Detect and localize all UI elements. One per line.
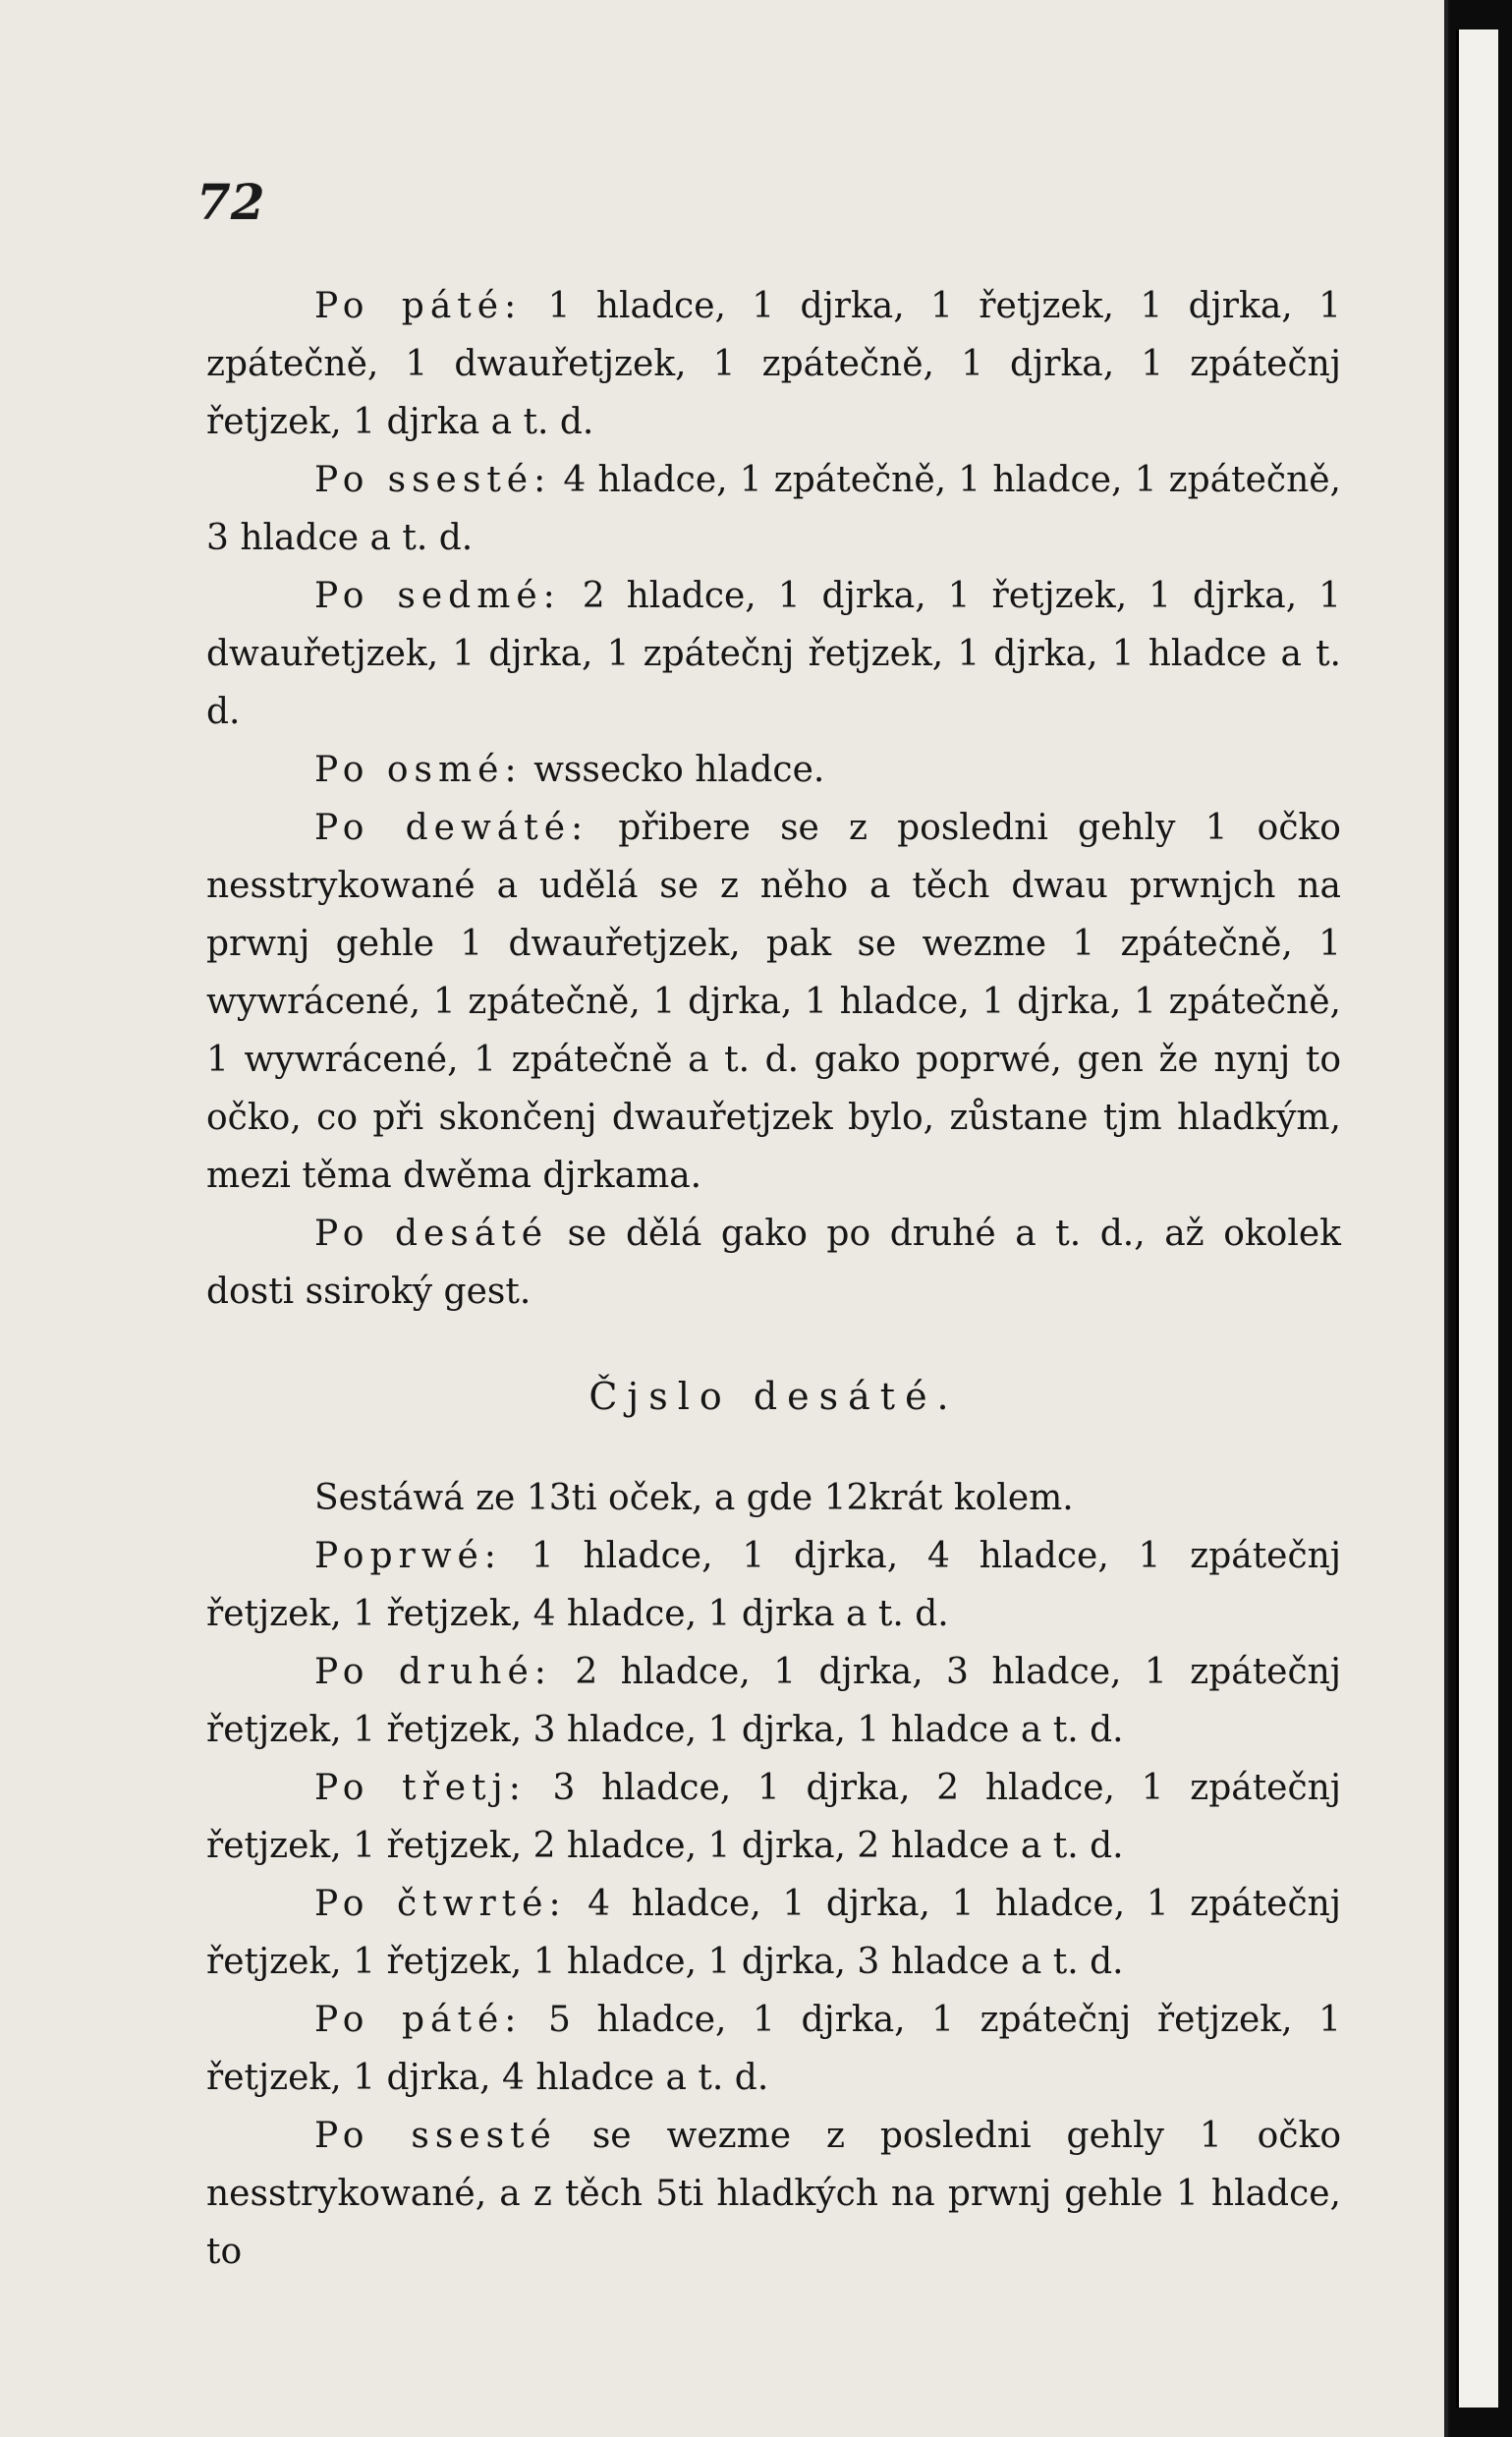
- paragraph-lead: Po desáté: [314, 1214, 549, 1254]
- next-page-edge: [1456, 29, 1498, 2408]
- paragraph-lead: Po druhé:: [314, 1652, 552, 1692]
- paragraph: [206, 1875, 1341, 1991]
- paragraph-text: 4 hladce, 1 djrka, 1 hladce, 1 zpátečnj řetjzek, 1 řetjzek, 1 hladce, 1 djrka, 3 hladce a t. d.: [206, 1884, 1341, 1982]
- paragraph: [206, 1643, 1341, 1759]
- paragraph-lead: Po páté:: [314, 2000, 523, 2040]
- page-body: [206, 277, 1341, 2281]
- paragraph-lead: Po třetj:: [314, 1768, 527, 1808]
- paragraph-text: 4 hladce, 1 zpátečně, 1 hladce, 1 zpátečně, 3 hladce a t. d.: [206, 460, 1341, 558]
- paragraph: [206, 799, 1341, 1205]
- paragraph-text: 2 hladce, 1 djrka, 3 hladce, 1 zpátečnj řetjzek, 1 řetjzek, 3 hladce, 1 djrka, 1 hladce a t. d.: [206, 1652, 1341, 1750]
- paragraph-lead: Po ssesté:: [314, 460, 552, 500]
- paragraph: [206, 741, 1341, 799]
- paragraph-text: se wezme z posledni gehly 1 očko nesstrykowané, a z těch 5ti hladkých na prwnj gehle 1 hladce, to: [206, 2116, 1341, 2272]
- paragraph-lead: Poprwé:: [314, 1536, 502, 1576]
- paragraph-text: 2 hladce, 1 djrka, 1 řetjzek, 1 djrka, 1 dwauřetjzek, 1 djrka, 1 zpátečnj řetjzek, 1 djrka, 1 hladce a t. d.: [206, 576, 1341, 732]
- paragraph-lead: Po osmé:: [314, 750, 523, 790]
- paragraph-text: 1 hladce, 1 djrka, 1 řetjzek, 1 djrka, 1 zpátečně, 1 dwauřetjzek, 1 zpátečně, 1 djrka, 1 zpátečnj řetjzek, 1 djrka a t. d.: [206, 286, 1341, 442]
- paragraph-text: 3 hladce, 1 djrka, 2 hladce, 1 zpátečnj řetjzek, 1 řetjzek, 2 hladce, 1 djrka, 2 hladce a t. d.: [206, 1768, 1341, 1866]
- paragraph: [206, 1759, 1341, 1875]
- paragraph: [206, 1527, 1341, 1643]
- paragraph-text: 5 hladce, 1 djrka, 1 zpátečnj řetjzek, 1 řetjzek, 1 djrka, 4 hladce a t. d.: [206, 2000, 1341, 2098]
- paragraph: [206, 277, 1341, 451]
- intro-line: Sestáwá ze 13ti oček, a gde 12krát kolem.: [314, 1478, 1074, 1518]
- paragraph: [206, 1205, 1341, 1321]
- paragraph-text: se dělá gako po druhé a t. d., až okolek dosti ssiroký gest.: [206, 1214, 1341, 1312]
- paragraph: [206, 1991, 1341, 2107]
- paragraph-text: přibere se z posledni gehly 1 očko nesstrykowané a udělá se z něho a těch dwau prwnjch na prwnj gehle 1 dwauřetjzek, pak se wezme 1 zpátečně, 1 wywrácené, 1 zpátečně, 1 djrka, 1 hladce, 1 djrka, 1 zpátečně, 1 wywrácené, 1 zpátečně a t. d. gako poprwé, gen že nynj to očko, co při skončenj dwauřetjzek bylo, zůstane tjm hladkým, mezi těma dwěma djrkama.: [206, 808, 1341, 1196]
- paragraph-lead: Po čtwrté:: [314, 1884, 567, 1924]
- paragraph: [206, 451, 1341, 567]
- paragraph-lead: Po dewáté:: [314, 808, 589, 848]
- paragraph-lead: Po páté:: [314, 286, 523, 326]
- paragraph-text: wssecko hladce.: [533, 750, 825, 790]
- paragraph-text: 1 hladce, 1 djrka, 4 hladce, 1 zpátečnj řetjzek, 1 řetjzek, 4 hladce, 1 djrka a t. d.: [206, 1536, 1341, 1634]
- section-heading: Čjslo desáté.: [588, 1375, 959, 1418]
- paragraph: [206, 567, 1341, 741]
- page-edge-margin: [1450, 0, 1512, 2437]
- paragraph: [206, 2107, 1341, 2281]
- paragraph-lead: Po sedmé:: [314, 576, 561, 616]
- page-number: 72: [196, 173, 265, 231]
- paragraph-lead: Po ssesté: [314, 2116, 557, 2156]
